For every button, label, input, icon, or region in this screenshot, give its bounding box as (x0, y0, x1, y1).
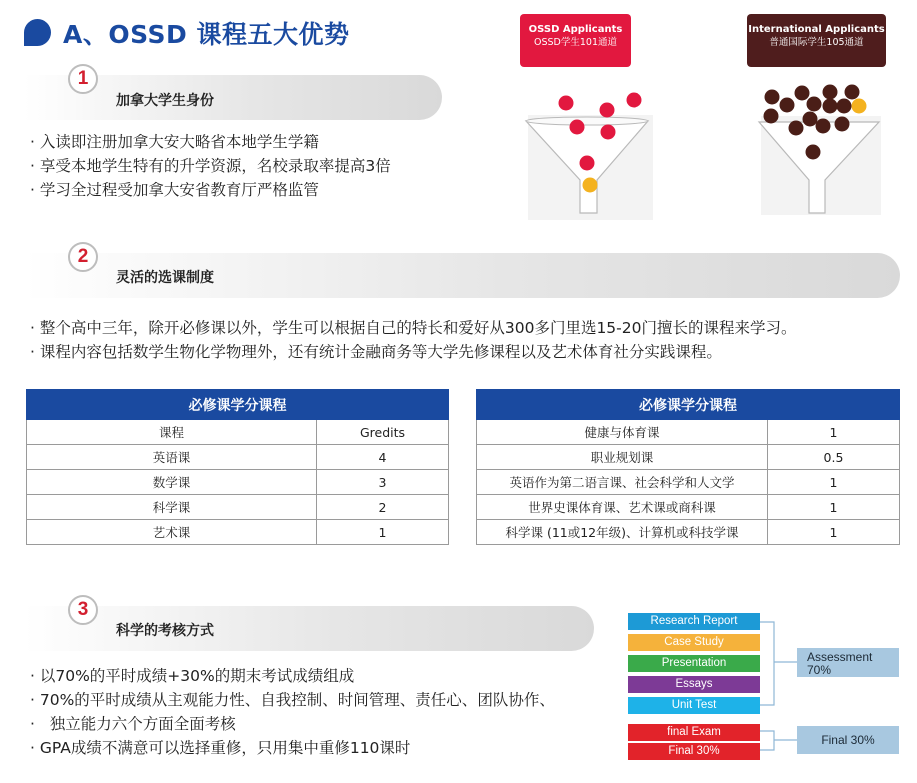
intl-applicants-badge (747, 14, 886, 67)
section-1-number: 1 (68, 64, 98, 94)
section-2-number: 2 (68, 242, 98, 272)
applicant-dot (823, 85, 838, 100)
applicant-dot (600, 103, 615, 118)
section-1-bullets (30, 130, 391, 202)
table-row: 健康与体育课 1 (477, 420, 900, 445)
assessment-item-case-study: Case Study (628, 634, 760, 651)
table-row: 世界史课体育课、艺术课或商科课 1 (477, 495, 900, 520)
applicant-dot (789, 121, 804, 136)
applicant-dot (559, 96, 574, 111)
bullet: · 享受本地学生特有的升学资源，名校录取率提高3倍 (30, 154, 391, 178)
assessment-bracket-lines (760, 610, 800, 760)
bullet: · 整个高中三年，除开必修课以外，学生可以根据自己的特长和爱好从300多门里选15-20门擅长的课程来学习。 (30, 316, 797, 340)
applicant-dot (816, 119, 831, 134)
ossd-title: OSSD Applicants (528, 24, 623, 35)
section-3-bullets (30, 664, 555, 760)
applicant-dot (583, 178, 598, 193)
table-header: 必修课学分课程 (477, 390, 900, 420)
applicant-dot (803, 112, 818, 127)
intl-subtitle: 普通国际学生105通道 (769, 37, 864, 48)
assessment-item-research-report: Research Report (628, 613, 760, 630)
applicant-dot (837, 99, 852, 114)
section-2-bullets (30, 316, 797, 364)
page-title: A、OSSD 课程五大优势 (63, 20, 350, 49)
column-header: 课程 (27, 420, 317, 445)
intl-funnel-graphic (755, 80, 890, 220)
required-credits-table-right (476, 389, 900, 545)
section-3-banner (24, 606, 594, 651)
applicant-dot (806, 145, 821, 160)
applicant-dot (852, 99, 867, 114)
section-3-label: 科学的考核方式 (116, 623, 214, 639)
ossd-funnel-graphic (522, 85, 657, 225)
applicant-dot (823, 99, 838, 114)
table-row: 数学课 3 (27, 470, 449, 495)
ossd-subtitle: OSSD学生101通道 (534, 37, 617, 48)
applicant-dot (580, 156, 595, 171)
applicant-dot (807, 97, 822, 112)
table-row: 科学课 2 (27, 495, 449, 520)
title-marker-icon (24, 19, 51, 46)
assessment-item-essays: Essays (628, 676, 760, 693)
assessment-item-final-exam: final Exam (628, 724, 760, 741)
section-2-label: 灵活的选课制度 (116, 270, 214, 286)
column-header: Gredits (317, 420, 449, 445)
bullet: · 70%的平时成绩从主观能力性、自我控制、时间管理、责任心、团队协作、 (30, 688, 555, 712)
intl-title: International Applicants (748, 24, 885, 35)
applicant-dot (795, 86, 810, 101)
bullet: · 学习全过程受加拿大安省教育厅严格监管 (30, 178, 391, 202)
bullet-continuation: · 独立能力六个方面全面考核 (30, 712, 555, 736)
applicant-dot (765, 90, 780, 105)
table-row: 艺术课 1 (27, 520, 449, 545)
applicant-dot (835, 117, 850, 132)
assessment-item-presentation: Presentation (628, 655, 760, 672)
assessment-item-unit-test: Unit Test (628, 697, 760, 714)
summary-final: Final 30% (797, 726, 899, 754)
table-header: 必修课学分课程 (27, 390, 449, 420)
required-credits-table-left (26, 389, 449, 545)
applicant-dot (601, 125, 616, 140)
bullet: · 课程内容包括数学生物化学物理外，还有统计金融商务等大学先修课程以及艺术体育社分实践课程。 (30, 340, 797, 364)
applicant-dot (780, 98, 795, 113)
applicant-dot (570, 120, 585, 135)
bullet: · GPA成绩不满意可以选择重修，只用集中重修110课时 (30, 736, 555, 760)
table-row: 科学课 (11或12年级)、计算机或科技学课 1 (477, 520, 900, 545)
assessment-item-final-30: Final 30% (628, 743, 760, 760)
table-row: 英语作为第二语言课、社会科学和人文学 1 (477, 470, 900, 495)
applicant-dot (845, 85, 860, 100)
section-3-number: 3 (68, 595, 98, 625)
table-row: 英语课 4 (27, 445, 449, 470)
applicant-dot (627, 93, 642, 108)
summary-continuous-assessment: Assessment 70% (797, 648, 899, 677)
applicant-dot (764, 109, 779, 124)
ossd-applicants-badge (520, 14, 631, 67)
section-1-label: 加拿大学生身份 (116, 93, 214, 109)
table-row: 职业规划课 0.5 (477, 445, 900, 470)
bullet: · 入读即注册加拿大安大略省本地学生学籍 (30, 130, 391, 154)
bullet: · 以70%的平时成绩+30%的期末考试成绩组成 (30, 664, 555, 688)
